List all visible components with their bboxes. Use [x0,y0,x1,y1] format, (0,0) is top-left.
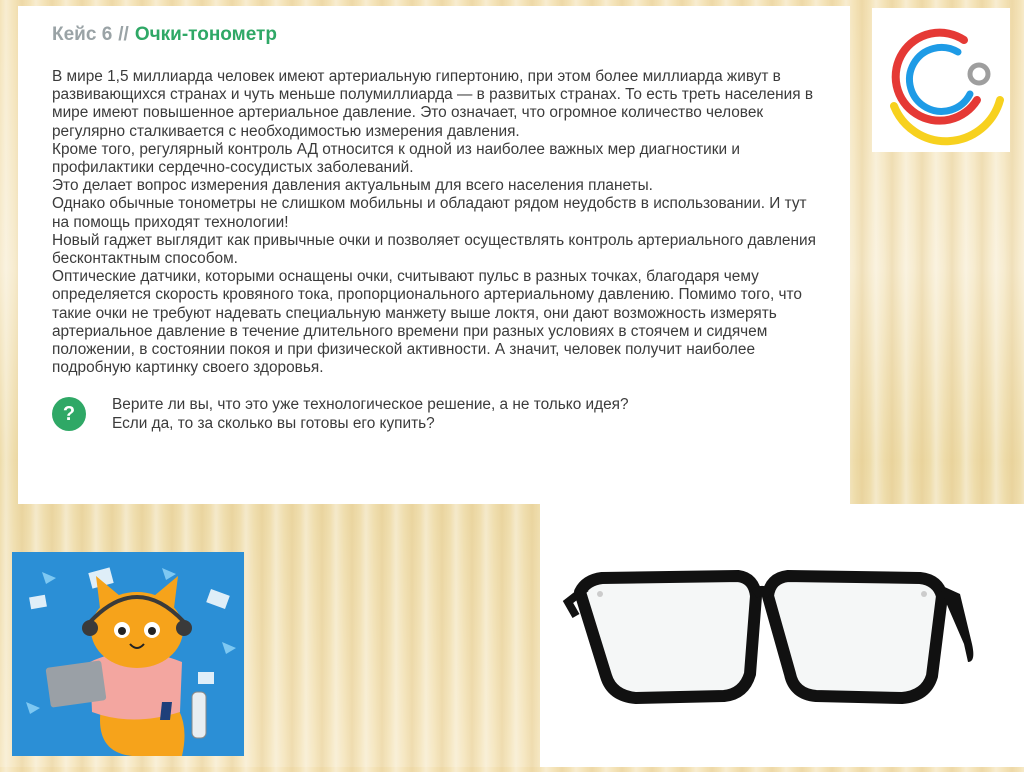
cat-illustration [12,552,244,756]
paragraph: Это делает вопрос измерения давления актуальным для всего населения планеты. [52,177,653,195]
cat-with-laptop-icon [12,552,244,756]
case-separator: // [118,24,129,45]
brand-logo-icon [872,8,1010,152]
paragraph: Однако обычные тонометры не слишком мобильны и обладают рядом неудобств в использовании. И тут на помощь приходят технологии! [52,195,807,231]
case-number: Кейс 6 [52,24,113,45]
question-line-1: Верите ли вы, что это уже технологическое решение, а не только идея? [112,396,629,414]
eyeglasses-icon [540,504,1024,767]
logo-panel [872,8,1010,152]
paragraph: Новый гаджет выглядит как привычные очки и позволяет осуществлять контроль артериального давления бесконтактным способом. [52,231,816,268]
glasses-photo [540,504,1024,767]
case-title: Очки-тонометр [134,24,277,45]
question-icon: ? [52,397,86,431]
paragraph: Оптические датчики, которыми оснащены очки, считывают пульс в разных точках, благодаря чему определяется скорость кровяного тока, пропорционального артериальному давлению. Помимо того, что такие очки не требуют надевать специальную манжету выше локтя, они дают возможность измерять артериальное давление в течение длительного времени при разных условиях в стоячем и сидячем положении, в состоянии покоя и при физической активности. А значит, человек получит наиболее подробную картинку своего здоровья. [52,268,802,377]
paragraph: В мире 1,5 миллиарда человек имеют артериальную гипертонию, при этом более миллиарда живут в развивающихся странах и чуть меньше полумиллиарда — в развитых странах. То есть треть населения в мире имеют повышенное артериальное давление. Это означает, что огромное количество человек регулярно сталкивается с необходимостью измерения давления. [52,68,814,140]
case-body [52,68,822,377]
paragraph: Кроме того, регулярный контроль АД относится к одной из наиболее важных мер диагностики и профилактики сердечно-сосудистых заболеваний. [52,140,740,177]
case-heading [52,24,822,46]
case-card [18,6,850,504]
question-block [52,395,822,433]
question-text [112,395,629,433]
question-line-2: Если да, то за сколько вы готовы его купить? [112,415,435,433]
